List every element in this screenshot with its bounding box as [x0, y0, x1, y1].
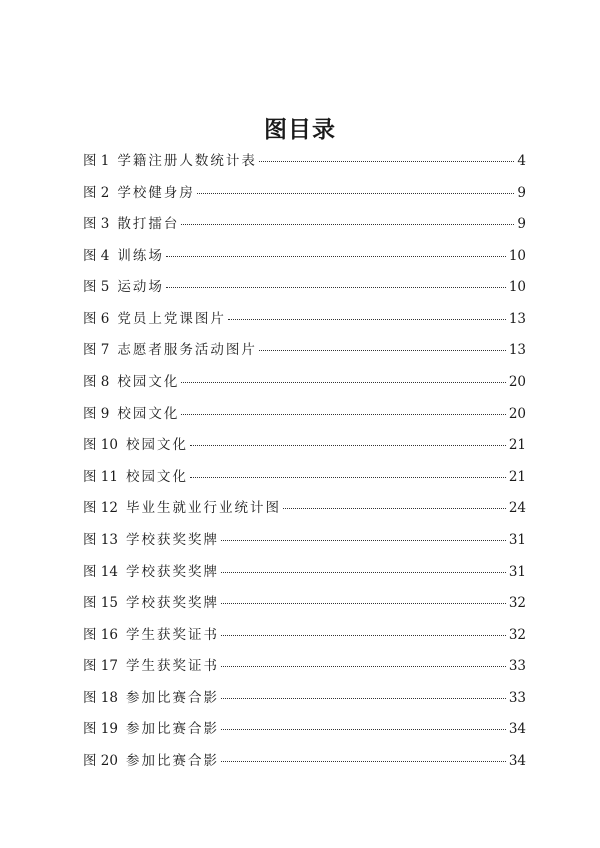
entry-label [83, 651, 219, 683]
toc-entry[interactable] [83, 746, 526, 778]
entry-number: 图 11 [83, 468, 118, 485]
entry-page: 10 [508, 247, 526, 264]
entry-label [83, 367, 179, 399]
entry-title: 参加比赛合影 [125, 689, 219, 706]
entry-label [83, 399, 179, 431]
entry-label [83, 557, 219, 589]
dot-leader [181, 414, 505, 415]
entry-number: 图 19 [83, 721, 118, 738]
entry-page: 20 [508, 405, 526, 422]
entry-title: 运动场 [117, 279, 164, 296]
entry-number: 图 4 [83, 247, 110, 264]
toc-entry[interactable] [83, 493, 526, 525]
entry-number: 图 20 [83, 752, 118, 769]
toc-entry[interactable] [83, 146, 526, 178]
entry-label [83, 304, 226, 336]
dot-leader [166, 256, 506, 257]
page-title: 图目录 [264, 117, 336, 144]
entry-title: 学生获奖证书 [125, 658, 219, 675]
entry-page: 21 [508, 437, 526, 454]
entry-label [83, 714, 219, 746]
entry-label [83, 209, 179, 241]
entry-page: 21 [508, 468, 526, 485]
toc-entry[interactable] [83, 651, 526, 683]
toc-entry[interactable] [83, 178, 526, 210]
entry-page: 13 [508, 342, 526, 359]
entry-number: 图 15 [83, 595, 118, 612]
entry-title: 训练场 [117, 247, 164, 264]
entry-number: 图 14 [83, 563, 118, 580]
entry-number: 图 13 [83, 531, 118, 548]
toc-entry[interactable] [83, 399, 526, 431]
dot-leader [221, 698, 506, 699]
entry-number: 图 16 [83, 626, 118, 643]
toc-entry[interactable] [83, 525, 526, 557]
entry-page: 33 [508, 658, 526, 675]
entry-number: 图 1 [83, 153, 110, 169]
toc-entry[interactable] [83, 714, 526, 746]
toc-entry[interactable] [83, 430, 526, 462]
dot-leader [221, 572, 506, 573]
entry-label [83, 525, 219, 557]
entry-number: 图 17 [83, 658, 118, 675]
entry-number: 图 18 [83, 689, 118, 706]
toc-entry[interactable] [83, 272, 526, 304]
entry-number: 图 10 [83, 437, 118, 454]
entry-title: 校园文化 [125, 437, 188, 454]
entry-page: 32 [508, 595, 526, 612]
entry-title: 毕业生就业行业统计图 [125, 500, 281, 517]
dot-leader [221, 540, 506, 541]
entry-number: 图 2 [83, 184, 110, 201]
entry-page: 24 [508, 500, 526, 517]
entry-title: 散打擂台 [117, 216, 180, 233]
toc-entry[interactable] [83, 335, 526, 367]
dot-leader [221, 761, 506, 762]
entry-page: 9 [517, 216, 526, 233]
entry-label [83, 146, 257, 178]
toc-entry[interactable] [83, 209, 526, 241]
entry-title: 校园文化 [117, 405, 180, 422]
entry-label [83, 430, 188, 462]
toc-entry[interactable] [83, 588, 526, 620]
entry-number: 图 6 [83, 310, 110, 327]
entry-title: 参加比赛合影 [125, 721, 219, 738]
entry-number: 图 7 [83, 342, 110, 359]
entry-label [83, 620, 219, 652]
dot-leader [181, 382, 505, 383]
figure-list [83, 146, 526, 778]
entry-label [83, 335, 257, 367]
entry-page: 31 [508, 563, 526, 580]
dot-leader [259, 350, 506, 351]
entry-number: 图 5 [83, 279, 110, 296]
entry-page: 4 [517, 153, 526, 169]
toc-entry[interactable] [83, 683, 526, 715]
dot-leader [283, 508, 506, 509]
dot-leader [190, 445, 506, 446]
entry-label [83, 746, 219, 778]
entry-title: 学生获奖证书 [125, 626, 219, 643]
entry-label [83, 178, 195, 210]
entry-label [83, 493, 281, 525]
entry-title: 学校健身房 [117, 184, 195, 201]
dot-leader [221, 666, 506, 667]
dot-leader [221, 635, 506, 636]
entry-number: 图 12 [83, 500, 118, 517]
entry-title: 学校获奖奖牌 [125, 563, 219, 580]
entry-page: 34 [508, 752, 526, 769]
dot-leader [221, 729, 506, 730]
entry-page: 13 [508, 310, 526, 327]
entry-title: 校园文化 [125, 468, 188, 485]
entry-label [83, 683, 219, 715]
toc-entry[interactable] [83, 557, 526, 589]
entry-page: 31 [508, 531, 526, 548]
entry-number: 图 9 [83, 405, 110, 422]
entry-page: 32 [508, 626, 526, 643]
dot-leader [221, 603, 506, 604]
dot-leader [181, 224, 514, 225]
toc-entry[interactable] [83, 241, 526, 273]
entry-label [83, 272, 164, 304]
dot-leader [166, 287, 506, 288]
entry-page: 34 [508, 721, 526, 738]
dot-leader [259, 161, 515, 162]
entry-title: 党员上党课图片 [117, 310, 226, 327]
entry-number: 图 8 [83, 374, 110, 391]
entry-label [83, 462, 188, 494]
entry-title: 学籍注册人数统计表 [117, 153, 257, 169]
toc-entry[interactable] [83, 304, 526, 336]
entry-label [83, 588, 219, 620]
entry-page: 9 [517, 184, 526, 201]
entry-label [83, 241, 164, 273]
entry-page: 10 [508, 279, 526, 296]
entry-page: 20 [508, 374, 526, 391]
entry-number: 图 3 [83, 216, 110, 233]
entry-page: 33 [508, 689, 526, 706]
dot-leader [197, 193, 515, 194]
entry-title: 校园文化 [117, 374, 180, 391]
toc-entry[interactable] [83, 367, 526, 399]
dot-leader [190, 477, 506, 478]
dot-leader [228, 319, 506, 320]
entry-title: 学校获奖奖牌 [125, 531, 219, 548]
entry-title: 参加比赛合影 [125, 752, 219, 769]
entry-title: 志愿者服务活动图片 [117, 342, 257, 359]
toc-entry[interactable] [83, 462, 526, 494]
toc-entry[interactable] [83, 620, 526, 652]
entry-title: 学校获奖奖牌 [125, 595, 219, 612]
